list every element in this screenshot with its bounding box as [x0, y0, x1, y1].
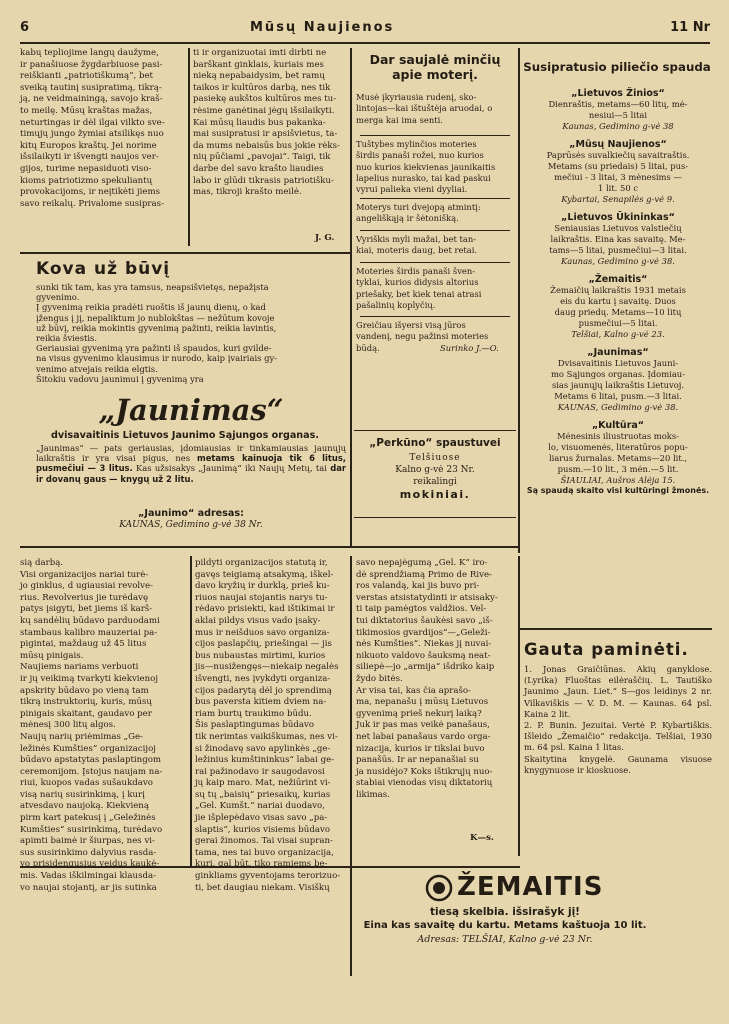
press-item-body: Mėnesinis iliustruotas moks- lo, visuomenės, literatūros popu- liarus žurnalas. Metams—20 lit., pusm.—10 lit., 3 mėn.—5 lit. [548, 431, 688, 474]
press-item-address: KAUNAS, Gedimino g-vė 38. [557, 402, 679, 412]
rule-mid [20, 546, 520, 548]
zemaitis-price: Eina kas savaitę du kartu. Metams kaštuoja 10 lit. [363, 920, 647, 931]
press-item-body: Dvisavaitinis Lietuvos Jauni- mo Sąjungos organas. Įdomiau- sias jaunųjų laikraštis Lietuvoj. Metams 6 litai, pusm.—3 litai. [550, 358, 686, 401]
article-col2-top: ti ir organizuotai imti dirbti ne barškant ginklais, kuriais mes nieką nepabaidysim, bet ramų taikos ir kultūros darbą, nes tik pasiekę aukštos kultūros mes tu- rėsime ganėtinai jėgų išsilaikyti. Kai mūsų liaudis bus pakanka- mai susipratusi ir apsišvietus, ta- da mums nebaisūs bus jokie rėks- nių pūčiami „pavojai“. Taigi, tik darbe del savo krašto liaudies labo ir glūdi tikrasis patriotišku- mas, tikroji krašto meilė. [193, 48, 340, 198]
rule-kova [20, 252, 350, 254]
press-item [523, 88, 713, 131]
rule-col1-col2 [188, 48, 190, 246]
gauta-title: Gauta paminėti. [524, 640, 689, 659]
jaunimas-name: „Jaunimas“ [98, 393, 284, 427]
zemaitis-address: Adresas: TELŠIAI, Kalno g-vė 23 Nr. [417, 934, 593, 945]
jaunimas-desc [36, 443, 346, 484]
moteri-rule-4 [360, 262, 510, 263]
press-item-name: „Kultūra“ [591, 420, 645, 431]
perkuno-address: Kalno g-vė 23 Nr. [395, 465, 475, 475]
jaunimas-address: KAUNAS, Gedimino g-vė 38 Nr. [119, 520, 263, 530]
press-item-name: „Mūsų Naujienos“ [569, 139, 667, 150]
jaunimas-desc2: Kas užsisakys „Jaunimą“ iki Naujų Metų, tai [136, 463, 327, 474]
issue-number: 11 Nr [670, 20, 710, 35]
newspaper-title: Mūsų Naujienos [250, 20, 395, 35]
jaunimas-price: metams kainuoja tik 6 litus, pusmečiui — 3 litus. [36, 453, 346, 474]
moteri-rule-2 [360, 198, 510, 199]
press-item [523, 347, 713, 412]
press-item-name: „Jaunimas“ [587, 347, 649, 358]
perkuno-ad [354, 430, 516, 518]
signature-ks: K—s. [470, 833, 494, 843]
rule-gauta [520, 628, 712, 630]
article-col1-top: kabų tepliojime langų daužyme, ir panašiuose žygdarbiuose pasi- reiškianti „patriotiškumą“, bet sveiką tautinį susipratimą, tikrą- ją, ne veidmainingą, savojo kraš- to meilę. Mūsų kraštas mažas, neturtingas ir dėl ilgai vilkto sve- timųjų jungo žymiai atsilikęs nuo kitų Europos kraštų. Jei norime išsilaikyti ir išvengti naujos ver- gijos, turime nepasiduoti viso- kioms patriotizmo spekuliantų provokacijoms, ir neįtikėti jiems savo reikalų. Privalome susipras- [20, 48, 165, 209]
moteri-p4: Vyriškis myli mažai, bet tan- kiai, moteris daug, bet retai. [356, 234, 478, 256]
jaunimas-desc1: „Jaunimas“ — pats geriausias, įdomiausias ir tinkamiausias jaunųjų laikraštis ir yra visai pigus, nes [36, 443, 346, 464]
perkuno-word: mokiniai. [399, 488, 471, 501]
moteri-p1: Musė įkyriausia rudenį, sko- lintojas—kai ištuštėja aruodai, o merga kai ima senti. [356, 92, 493, 125]
press-item [523, 139, 713, 204]
perkuno-need: reikalingi [413, 477, 457, 487]
article-col3-bottom: savo nepajėgumą „Gel. K“ iro- dė sprendžiamą Primo de Rive- ros valandą, kai jis buvo pri- verstas atsistatydinti ir atsisaky- ti taip pamėgtos valdžios. Vel- tui diktatorius šaukėsi savo „iš- tikimosios gvardijos“—„Geleži- nės Kumšties“. Niekas jį nuvai- nikuoto valdovo šauksmą neat- siliepė—jo „armija“ išdriko kaip žydo bitės. Ar visa tai, kas čia aprašo- ma, nepanašu į mūsų Lietuvos gyvenimą prieš nekurį laiką? Juk ir pas mas veikė panašaus, net labai panašaus vardo orga- nizacija, kurios ir tikslai buvo panašūs. Ir ar nepanašiai su ja nusidėjo? Koks ištikrųjų nuo- stabiai vienodas visų diktatorių likimas. [356, 558, 498, 800]
moteri-rule-5 [360, 316, 510, 317]
moteri-rule-3 [360, 230, 510, 231]
jaunimas-address-label: „Jaunimo“ adresas: [138, 508, 244, 519]
rule-bot-col4 [518, 556, 520, 856]
kova-title: Kova už būvį [36, 259, 171, 279]
moteri-sign: Surinko J.—O. [440, 343, 499, 353]
perkuno-title: „Perkūno“ spaustuvei [369, 437, 501, 449]
press-item [523, 420, 713, 485]
zemaitis-tagline: tiesą skelbia. išsirašyk jį! [430, 906, 580, 918]
jaunimas-gift: dar ir dovanų gaus — knygų už 2 litu. [36, 463, 347, 484]
press-item-body: Žemaičių laikraštis 1931 metais eis du kartu į savaitę. Duos daug priedų. Metams—10 litų pusmečiui—5 litai. [550, 285, 686, 328]
moteri-p6: Greičiau išyersi visą jūros vandenį, negu pažinsi moteries būdą. [356, 320, 489, 353]
press-item-body: Seniausias Lietuvos valstiečių laikraštis. Eina kas savaitę. Me- tams—5 litai, pusmečiui—3 litai. [549, 223, 687, 255]
press-item [523, 274, 713, 339]
press-list [523, 80, 713, 495]
moteri-title: Dar saujalė minčių apie moterį. [369, 52, 501, 82]
jaunimas-sub: dvisavaitinis Lietuvos Jaunimo Sąjungos organas. [51, 430, 319, 441]
press-item [523, 212, 713, 266]
press-item-name: „Lietuvos Žinios“ [571, 88, 665, 99]
press-header: Susipratusio piliečio spauda [523, 60, 711, 74]
page-number: 6 [20, 20, 30, 35]
press-item-name: „Žemaitis“ [588, 274, 648, 285]
kova-text: sunki tik tam, kas yra tamsus, neapsišvietęs, nepažįsta gyvenimo. Į gyvenimą reikia pradėti ruoštis iš jaunų dienų, o kad įžengus į jį, nepaliktum jo nublokštas — nežūtum kovoje už būvį, reikia mokintis gyvenimą pažinti, reikia lavintis, reikia šviestis. Geriausiai gyvenimą yra pažinti iš spaudos, kuri gvilde- na visus gyvenimo klausimus ir nurodo, kaip įvairiais gy- venimo atvejais reikia elgtis. Šitokiu vadovu jaunimui į gyvenimą yra [36, 282, 278, 384]
moteri-p3: Moterys turi dvejopą atmintį: angeliškąją ir šėtonišką. [356, 202, 481, 224]
rule-col2-col3 [350, 48, 352, 546]
press-item-name: „Lietuvos Ūkininkas“ [561, 212, 675, 223]
signature-jg: J. G. [315, 233, 335, 243]
press-item-address: Kaunas, Gedimino g-vė 38 [562, 121, 674, 131]
article-col1-bottom: sią darbą. Visi organizacijos nariai turė- jo ginklus, d ugiausiai revolve- rius. Revolverius jie turėdavę patys įsigyti, bet jiems iš karš- kų sandėlių būdavo parduodami stambaus kalibro mauzeriai pa- pigintai, maždaug už 45 litus mūsų pinigais. Naujiems nariams verbuoti ir jų veikimą tvarkyti kiekvienoj apskrity būdavo po vieną tam tikrą instruktorių, kuris, mūsų pinigais skaitant, gaudavo per mėnesį 300 litų algos. Naujų narių priėmimas „Ge- ležinės Kumšties“ organizacijoj būdavo apstatytas paslaptingom ceremonijom. Įstojus naujam na- riui, kuopos vadas sušaukdavo visą narių susirinkimą, į kurį atvesdavo naujoką. Kiekvieną pirm kart patekusį į „Geležinės Kumšties“ susirinkimą, turėdavo apimti baimė ir šiurpas, nes vi- sus susirinkimo dalyvius rasda- vo prisidengusius veidus kaukė- mis. Vadas iškilmingai klausda- vo naujai stojantį, ar jis sutinka [20, 558, 163, 893]
emblem-icon [425, 874, 453, 902]
zemaitis-logo-text: ŽEMAITIS [457, 872, 604, 902]
press-item-address: Kybartai, Senapilės g-vė 9. [561, 194, 675, 204]
press-item-address: ŠIAULIAI, Aušros Alėja 15. [560, 475, 676, 485]
zemaitis-logo [425, 874, 605, 902]
rule-col3-col4 [518, 48, 520, 553]
gauta-text: 1. Jonas Graičiūnas. Akių ganyklose. (Lyrika) Fluoštas eilėraščių. L. Tautiško Jaunimo „Jaun. Liet.“ S—gos leidinys 2 nr. Vilkaviškis — V. D. M. — Kaunas. 64 psl. Kaina 2 lit. 2. P. Bunin. Jezuitai. Vertė P. Kybartiškis. Išleido „Žemaičio“ redakcija. Telšiai, 1930 m. 64 psl. Kaina 1 litas. Skaitytina knygelė. Gaunama visuose knygynuose ir kioskuose. [524, 664, 712, 775]
article-col2-bottom: pildyti organizacijos statutą ir, gavęs teigiamą atsakymą, iškel- davo kryžių ir durklą, prieš ku- riuos naujai stojantis narys tu- rėdavo prisiekti, kad ištikimai ir aklai pildys visus vado įsaky- mus ir neišduos savo organiza- cijos paslapčių, priešingai — jis bus nubaustas mirtimi, kurios jis—nusižengęs—niekaip negalės išvengti, nes įvykdyti organiza- cijos padarytą dėl jo sprendimą bus paversta kitiem dviem na- riam burtų traukimo būdu. Šis paslaptingumas būdavo tik nerimtas vaikiškumas, nes vi- si žinodavę savo apylinkės „ge- ležinius kumštininkus“ labai ge- rai pažinodavo ir saugodavosi jų kaip maro. Mat, nežiūrint vi- sų tų „baisių“ priesaikų, kurias „Gel. Kumšt.“ nariai duodavo, jie išplepėdavo visas savo „pa- slaptis“, kurios visiems būdavo gerai žinomos. Tai visai supran- tama, nes tai buvo organizacija, kuri, gal būt, tiko ramiems be- ginkliams gyventojams terorizuo- ti, bet daugiau niekam. Visiškų [195, 558, 341, 893]
moteri-p5: Moteries širdis panaši šven- tyklai, kurios didysis altorius priešaky, bet kiek tenai atrasi pašalinių koplyčių. [356, 266, 482, 310]
moteri-p2: Tuštybes mylinčios moteries širdis panaši rožei, nuo kurios nuo kurios kiekvienas jaunikaitis lapelius nurasko, tai kad paskui vyrui palieka vieni dyyliai. [356, 139, 496, 195]
press-slogan: Są spaudą skaito visi kultūringi žmonės. [526, 486, 710, 495]
press-item-address: Kaunas, Gedimino g-vė 38. [561, 256, 675, 266]
moteri-rule-1 [360, 135, 510, 136]
perkuno-city: Telšiuose [409, 453, 461, 463]
page-header [20, 20, 710, 44]
press-item-body: Dienraštis, metams—60 litų, mė- nesiui—5 litai [548, 99, 688, 120]
rule-bot-col2 [190, 556, 192, 866]
press-item-address: Telšiai, Kalno g-vė 23. [571, 329, 665, 339]
press-item-body: Paprūsės suvalkiečių savaitraštis. Metams (su priedais) 5 litai, pus- mečiui - 3 litai, 3 mėnesims — 1 lit. 50 c [546, 150, 690, 193]
